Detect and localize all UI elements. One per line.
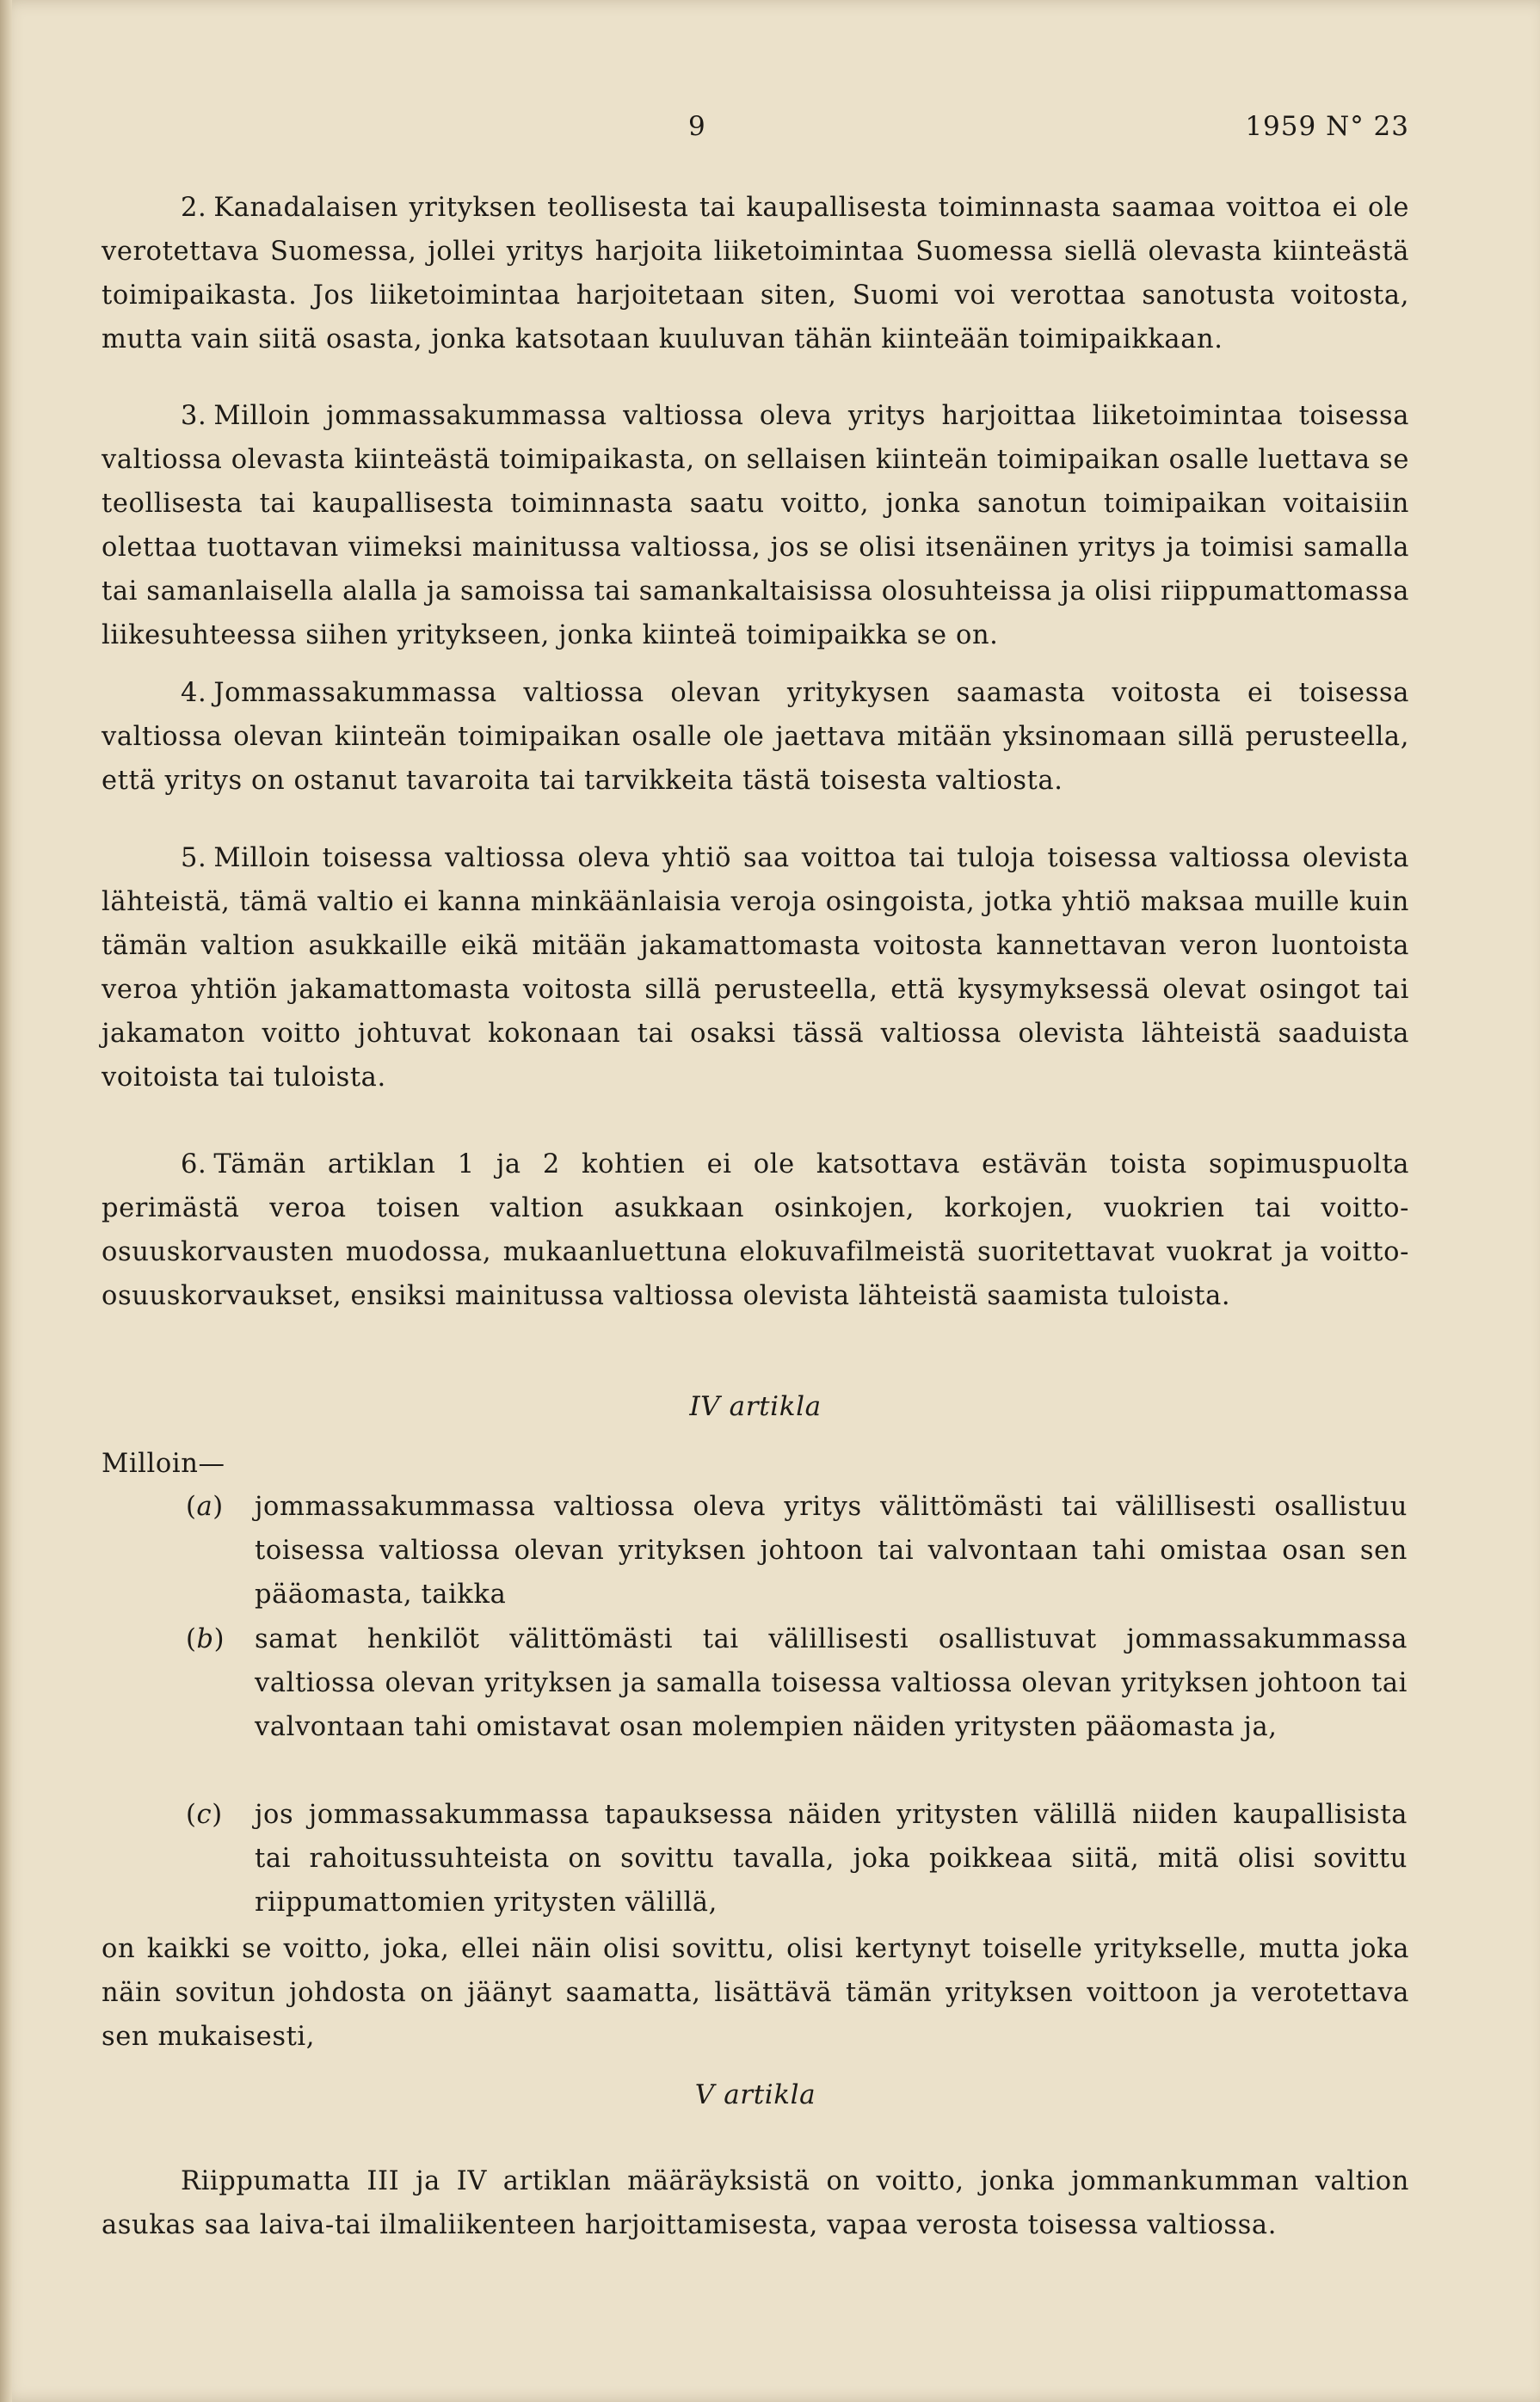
list-item-b	[186, 1617, 1408, 1749]
paragraph-number: 5.	[181, 843, 207, 873]
list-item-a	[186, 1485, 1408, 1617]
article-iv-conclusion: on kaikki se voitto, joka, ellei näin olisi sovittu, olisi kertynyt toiselle yritykselle, mutta joka näin sovitun johdosta on jäänyt saamatta, lisättävä tämän yrityksen voittoon ja verotettava sen mukaisesti,	[102, 1934, 1409, 2052]
paragraph-number: 2.	[181, 193, 207, 223]
paragraph-number: 6.	[181, 1149, 207, 1179]
paragraph-5	[102, 836, 1409, 1099]
paragraph-text: Milloin toisessa valtiossa oleva yhtiö saa voittoa tai tuloja toisessa valtiossa olevista lähteistä, tämä valtio ei kanna minkäänlaisia veroja osingoista, jotka yhtiö maksaa muille kuin tämän valtion asukkaille eikä mitään jakamattomasta voitosta kannettavan veron luontoista veroa yhtiön jakamattomasta voitosta sillä perusteella, että kysymyksessä olevat osingot tai jakamaton voitto johtuvat kokonaan tai osaksi tässä valtiossa olevista lähteistä saaduista voitoista tai tuloista.	[102, 843, 1409, 1093]
list-marker: (a)	[186, 1492, 224, 1522]
statute-reference: 1959 N° 23	[1245, 111, 1409, 142]
paragraph-text: Tämän artiklan 1 ja 2 kohtien ei ole katsottava estävän toista sopimuspuolta perimästä veroa toisen valtion asukkaan osinkojen, korkojen, vuokrien tai voitto-osuuskorvausten muodossa, mukaanluettuna elokuvafilmeistä suoritettavat vuokrat ja voitto-osuuskorvaukset, ensiksi mainitussa valtiossa olevista lähteistä saamista tuloista.	[102, 1149, 1409, 1311]
paragraph-2	[102, 186, 1409, 361]
paragraph-3	[102, 394, 1409, 657]
paragraph-text: Kanadalaisen yrityksen teollisesta tai kaupallisesta toiminnasta saamaa voittoa ei ole verotettava Suomessa, jollei yritys harjoita liiketoimintaa Suomessa siellä olevasta kiinteästä toimipaikasta. Jos liiketoimintaa harjoitetaan siten, Suomi voi verottaa sanotusta voitosta, mutta vain siitä osasta, jonka katsotaan kuuluvan tähän kiinteään toimipaikkaan.	[102, 193, 1409, 354]
list-item-text: jos jommassakummassa tapauksessa näiden yritysten välillä niiden kaupallisista tai rahoitussuhteista on sovittu tavalla, joka poikkeaa siitä, mitä olisi sovittu riippumattomien yritysten välillä,	[255, 1800, 1408, 1918]
list-marker: (c)	[186, 1800, 223, 1830]
paragraph-4	[102, 671, 1409, 803]
article-v-heading: V artikla	[694, 2079, 816, 2110]
paragraph-number: 4.	[181, 678, 207, 708]
paragraph-number: 3.	[181, 401, 207, 431]
paragraph-text: Milloin jommassakummassa valtiossa oleva yritys harjoittaa liiketoimintaa toisessa valtiossa olevasta kiinteästä toimipaikasta, on sellaisen kiinteän toimipaikan osalle luettava se teollisesta tai kaupallisesta toiminnasta saatu voitto, jonka sanotun toimipaikan voitaisiin olettaa tuottavan viimeksi mainitussa valtiossa, jos se olisi itsenäinen yritys ja toimisi samalla tai samanlaisella alalla ja samoissa tai samankaltaisissa olosuhteissa ja olisi riippumattomassa liikesuhteessa siihen yritykseen, jonka kiinteä toimipaikka se on.	[102, 401, 1409, 650]
list-item-c	[186, 1793, 1408, 1925]
page-gutter	[0, 0, 12, 2402]
list-item-text: jommassakummassa valtiossa oleva yritys välittömästi tai välillisesti osallistuu toisessa valtiossa olevan yrityksen johtoon tai valvontaan tahi omistaa osan sen pääomasta, taikka	[255, 1492, 1408, 1610]
page-number: 9	[688, 111, 706, 142]
article-v-paragraph: Riippumatta III ja IV artiklan määräyksistä on voitto, jonka jommankumman valtion asukas saa laiva-tai ilmaliikenteen harjoittamisesta, vapaa verosta toisessa valtiossa.	[102, 2166, 1409, 2240]
list-item-text: samat henkilöt välittömästi tai välillisesti osallistuvat jommassakummassa valtiossa olevan yrityksen ja samalla toisessa valtiossa olevan yrityksen johtoon tai valvontaan tahi omistavat osan molempien näiden yritysten pääomasta ja,	[255, 1624, 1408, 1742]
list-marker: (b)	[186, 1624, 225, 1654]
article-iv-heading: IV artikla	[689, 1391, 822, 1422]
paragraph-6	[102, 1142, 1409, 1318]
running-header	[102, 105, 1409, 157]
paragraph-text: Jommassakummassa valtiossa olevan yritykysen saamasta voitosta ei toisessa valtiossa olevan kiinteän toimipaikan osalle ole jaettava mitään yksinomaan sillä perusteella, että yritys on ostanut tavaroita tai tarvikkeita tästä toisesta valtiosta.	[102, 678, 1409, 796]
article-iv-intro: Milloin—	[102, 1449, 225, 1479]
